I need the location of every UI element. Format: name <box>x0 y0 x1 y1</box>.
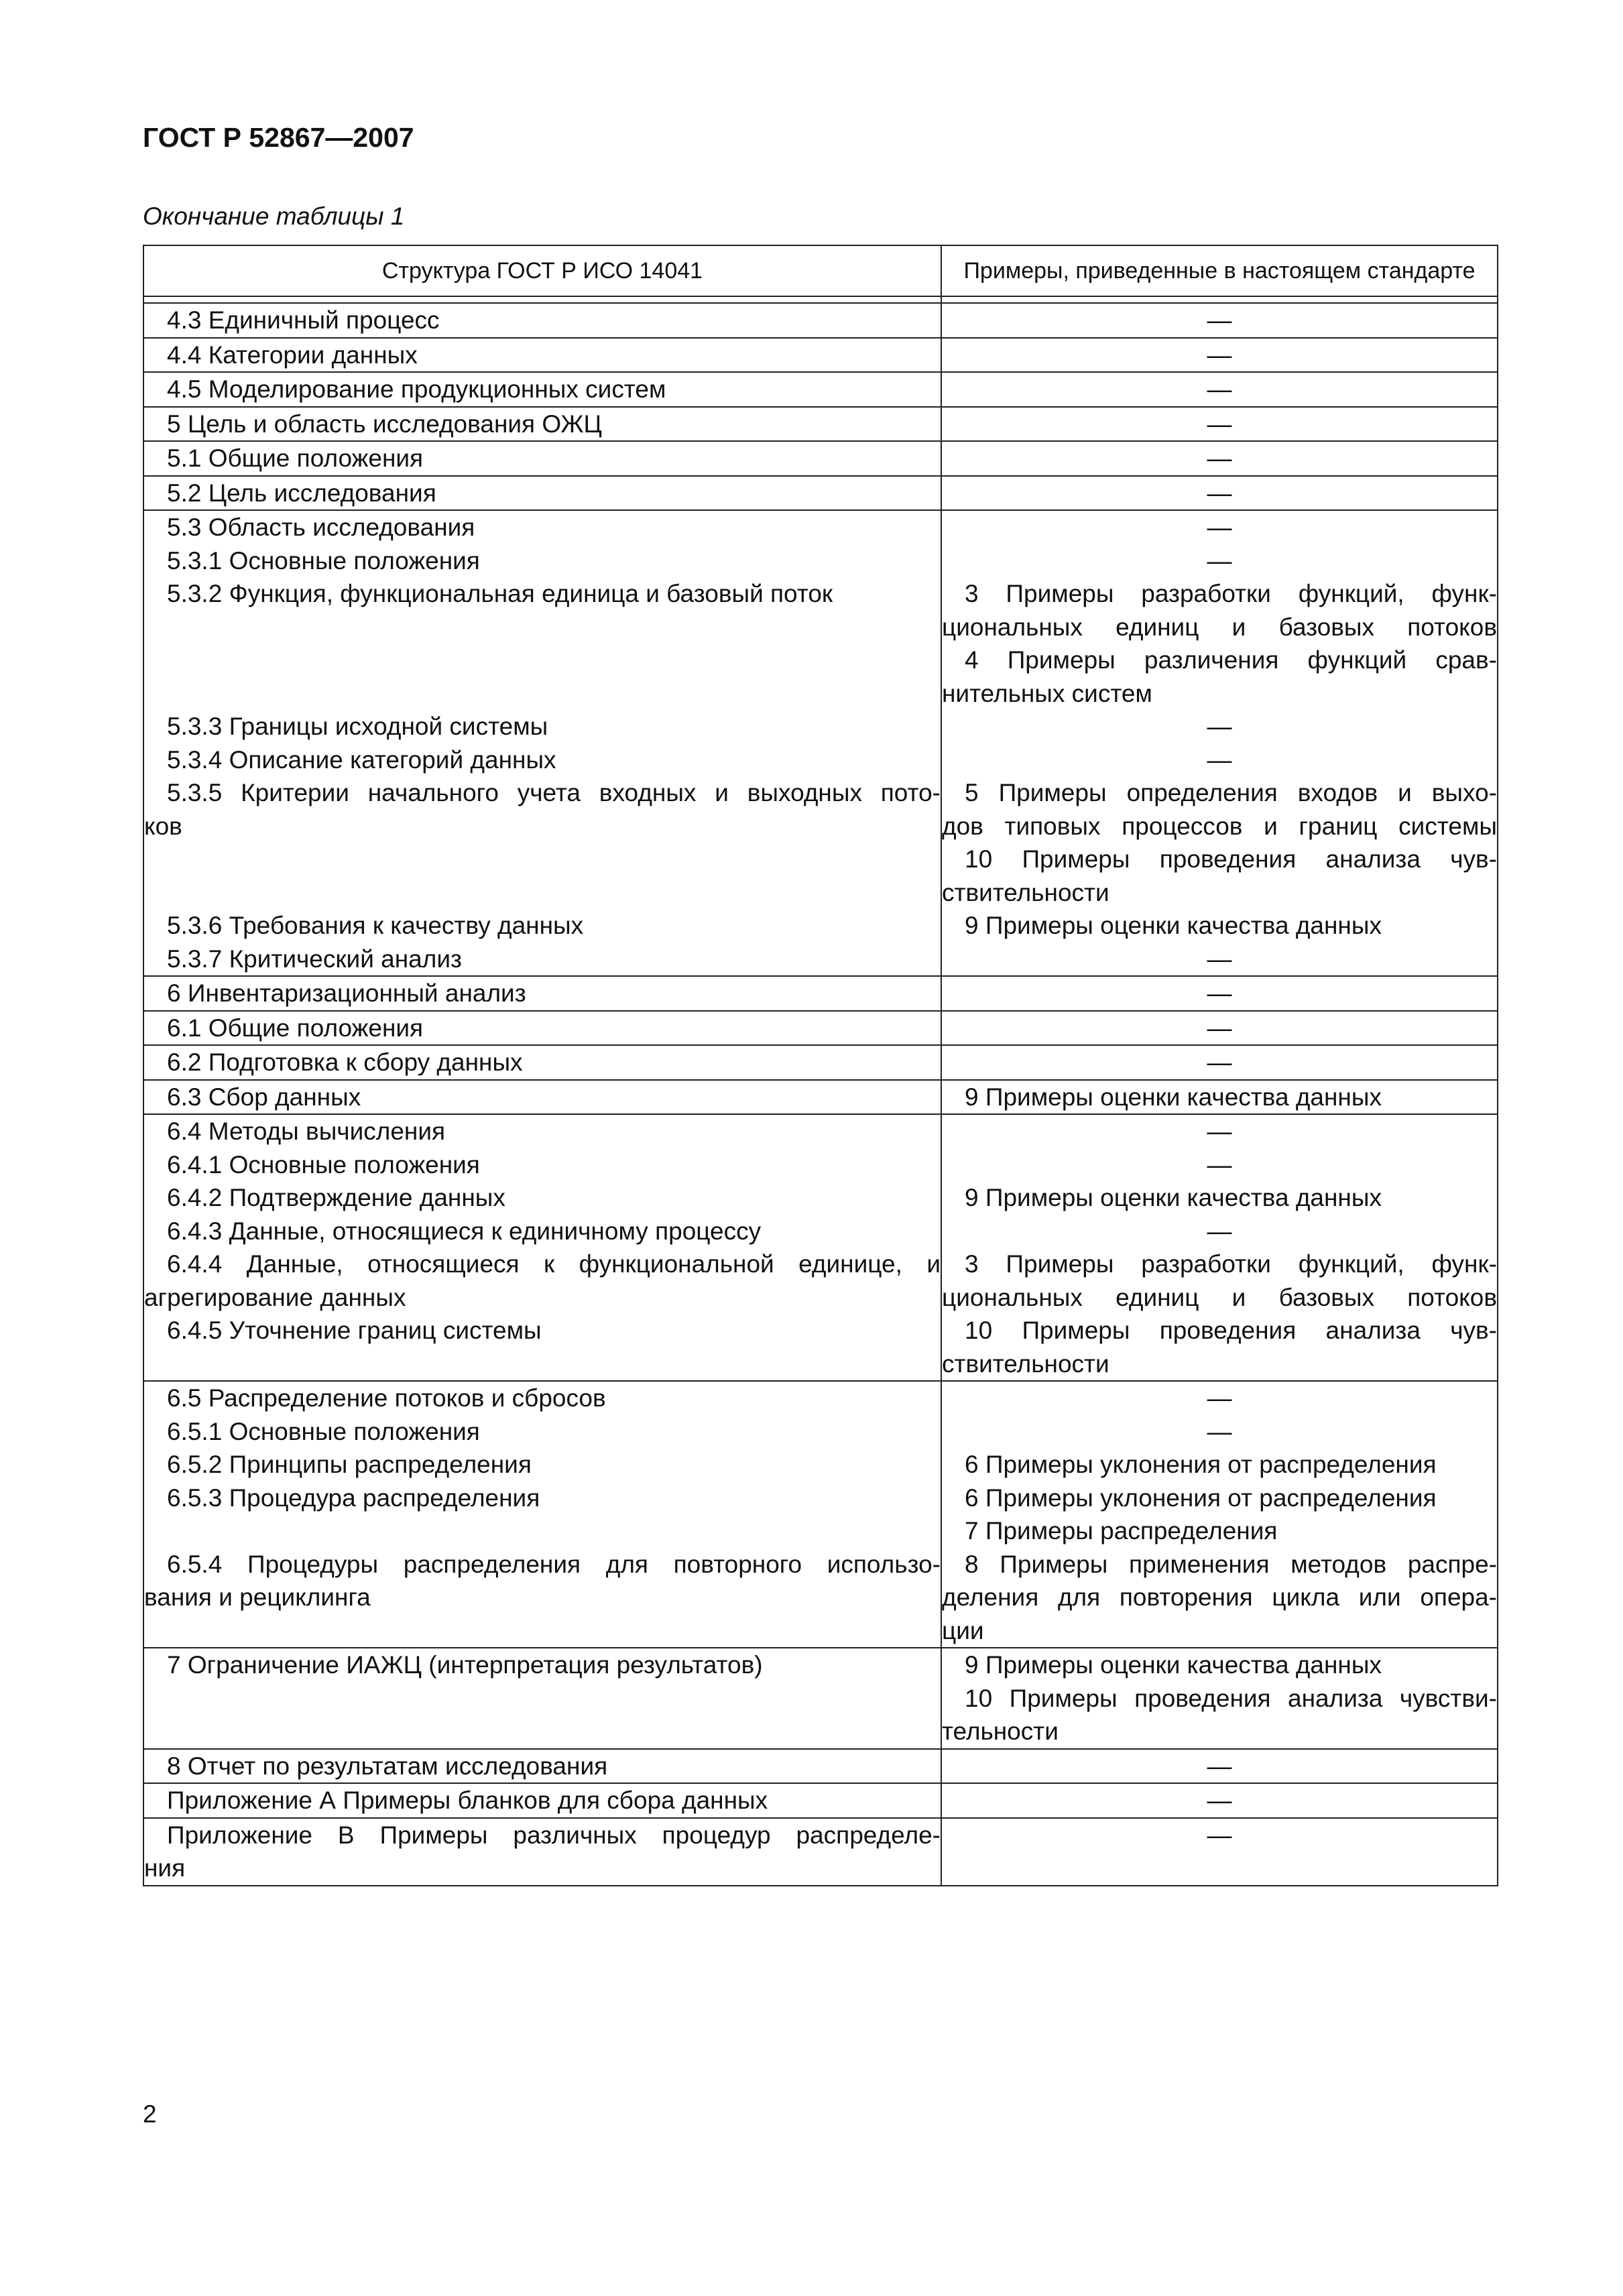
example-line: — <box>1207 410 1232 438</box>
column-header-examples: Примеры, приведенные в настоящем стандарте <box>941 245 1498 296</box>
example-line: — <box>1207 546 1232 575</box>
examples-cell <box>941 510 1498 976</box>
structure-line: 6.4.4 Данные, относящиеся к функциональной единице, и <box>167 1250 941 1278</box>
example-line: — <box>1207 745 1232 774</box>
table-row <box>143 407 1498 442</box>
structure-cell <box>143 476 941 511</box>
example-line: 9 Примеры оценки качества данных <box>965 1083 1382 1111</box>
example-line: 9 Примеры оценки качества данных <box>965 912 1382 939</box>
structure-line: 5 Цель и область исследования ОЖЦ <box>167 410 602 438</box>
table-row <box>143 338 1498 373</box>
structure-line: 6.1 Общие положения <box>167 1014 424 1042</box>
example-line: — <box>1207 1752 1232 1780</box>
example-line: — <box>1207 979 1232 1007</box>
example-line: 4 Примеры различения функций срав- <box>965 646 1497 674</box>
example-line: 5 Примеры определения входов и выхо- <box>965 779 1497 806</box>
structure-line: 6.5.2 Принципы распределения <box>167 1451 532 1478</box>
example-line: — <box>1207 375 1232 403</box>
table-row <box>143 510 1498 976</box>
examples-cell <box>941 1381 1498 1648</box>
table-row <box>143 476 1498 511</box>
structure-cell <box>143 1818 941 1886</box>
examples-cell <box>941 1749 1498 1784</box>
table-row <box>143 1011 1498 1046</box>
structure-line: 5.2 Цель исследования <box>167 479 436 507</box>
table-row <box>143 1648 1498 1749</box>
structure-line: 6.2 Подготовка к сбору данных <box>167 1048 523 1076</box>
structure-line: 5.3.6 Требования к качеству данных <box>167 912 584 939</box>
example-line: — <box>1207 1417 1232 1445</box>
structure-line: Приложение В Примеры различных процедур распределе- <box>167 1821 941 1849</box>
page-number: 2 <box>143 2100 157 2128</box>
structure-line: 6.5.4 Процедуры распределения для повторного использо- <box>167 1550 941 1578</box>
header-spacer-row <box>143 296 1498 303</box>
structure-line: 6.4 Методы вычисления <box>167 1117 446 1145</box>
structure-line: 6.5.1 Основные положения <box>167 1417 480 1445</box>
table-row <box>143 1818 1498 1886</box>
example-line: деления для повторения цикла или опера- <box>942 1583 1497 1611</box>
column-header-structure: Структура ГОСТ Р ИСО 14041 <box>143 245 941 296</box>
example-line: — <box>1207 513 1232 541</box>
example-line: 10 Примеры проведения анализа чув- <box>965 845 1497 873</box>
structure-line: 6.3 Сбор данных <box>167 1083 361 1111</box>
table-row <box>143 1749 1498 1784</box>
examples-cell <box>941 976 1498 1011</box>
structure-line: 6.4.3 Данные, относящиеся к единичному процессу <box>167 1217 762 1245</box>
table-row <box>143 441 1498 476</box>
table-header-row <box>143 245 1498 296</box>
example-line: — <box>1207 1217 1232 1245</box>
structure-cell <box>143 407 941 442</box>
structure-cell <box>143 1045 941 1080</box>
example-line: ствительности <box>942 878 1109 906</box>
structure-line: 6 Инвентаризационный анализ <box>167 979 526 1007</box>
structure-line: 5.3.5 Критерии начального учета входных и выходных пото- <box>167 779 941 806</box>
structure-line: 6.4.2 Подтверждение данных <box>167 1184 505 1211</box>
example-line: — <box>1207 1014 1232 1042</box>
structure-line: Приложение А Примеры бланков для сбора данных <box>167 1787 768 1814</box>
example-line: ции <box>942 1616 984 1644</box>
example-line: — <box>1207 1048 1232 1076</box>
structure-line: 5.3.3 Границы исходной системы <box>167 713 548 740</box>
example-line: — <box>1207 1821 1232 1849</box>
example-line: — <box>1207 341 1232 369</box>
structure-line: 5.3.7 Критический анализ <box>167 945 462 973</box>
examples-cell <box>941 1648 1498 1749</box>
structure-line: 6.5 Распределение потоков и сбросов <box>167 1384 606 1412</box>
structure-line: 8 Отчет по результатам исследования <box>167 1752 608 1780</box>
example-line: циональных единиц и базовых потоков <box>942 1283 1497 1311</box>
structure-cell <box>143 1783 941 1818</box>
structure-line: 5.3.2 Функция, функциональная единица и базовый поток <box>167 580 833 607</box>
example-line: 6 Примеры уклонения от распределения <box>965 1451 1437 1478</box>
document-header: ГОСТ Р 52867—2007 <box>143 122 414 153</box>
structure-line <box>144 677 941 711</box>
structure-line: ния <box>144 1854 186 1882</box>
table-row <box>143 372 1498 407</box>
standards-structure-table <box>143 245 1498 1886</box>
example-line: 9 Примеры оценки качества данных <box>965 1184 1382 1211</box>
structure-cell <box>143 510 941 976</box>
example-line: 3 Примеры разработки функций, функ- <box>965 1250 1497 1278</box>
structure-cell <box>143 976 941 1011</box>
example-line: ствительности <box>942 1349 1109 1378</box>
structure-line <box>144 611 941 644</box>
examples-cell <box>941 476 1498 511</box>
example-line: циональных единиц и базовых потоков <box>942 613 1497 641</box>
example-line: — <box>1207 444 1232 472</box>
structure-line: 4.4 Категории данных <box>167 341 418 369</box>
structure-line: 5.1 Общие положения <box>167 444 424 472</box>
example-line: 8 Примеры применения методов распре- <box>965 1550 1497 1578</box>
table-row <box>143 976 1498 1011</box>
example-line: нительных систем <box>942 679 1152 707</box>
examples-cell <box>941 1045 1498 1080</box>
example-line: тельности <box>942 1717 1059 1745</box>
table-row <box>143 303 1498 338</box>
examples-cell <box>941 407 1498 442</box>
structure-cell <box>143 1011 941 1046</box>
table-row <box>143 1045 1498 1080</box>
structure-line <box>144 644 941 677</box>
structure-line: ков <box>144 812 182 840</box>
example-line: — <box>1207 713 1232 740</box>
structure-cell <box>143 1381 941 1648</box>
example-line: 3 Примеры разработки функций, функ- <box>965 580 1497 607</box>
examples-cell <box>941 1114 1498 1381</box>
structure-line: 5.3 Область исследования <box>167 513 475 541</box>
structure-line: 4.3 Единичный процесс <box>167 306 440 334</box>
example-line: дов типовых процессов и границ системы <box>942 812 1497 840</box>
structure-cell <box>143 1749 941 1784</box>
structure-line: 5.3.4 Описание категорий данных <box>167 745 556 774</box>
table-row <box>143 1783 1498 1818</box>
structure-line: 5.3.1 Основные положения <box>167 546 480 575</box>
example-line: — <box>1207 1117 1232 1145</box>
examples-cell <box>941 1818 1498 1886</box>
examples-cell <box>941 1080 1498 1115</box>
spacer-cell <box>143 296 941 303</box>
spacer-cell <box>941 296 1498 303</box>
example-line: 7 Примеры распределения <box>965 1517 1278 1545</box>
structure-line: агрегирование данных <box>144 1283 406 1311</box>
structure-line <box>144 876 941 910</box>
structure-cell <box>143 441 941 476</box>
structure-line <box>144 1514 941 1548</box>
example-line: 10 Примеры проведения анализа чувстви- <box>965 1684 1497 1712</box>
structure-line <box>144 843 941 876</box>
structure-line: 6.5.3 Процедура распределения <box>167 1484 540 1512</box>
structure-line: 4.5 Моделирование продукционных систем <box>167 375 666 403</box>
example-line: — <box>1207 479 1232 507</box>
example-line: 10 Примеры проведения анализа чув- <box>965 1317 1497 1344</box>
examples-cell <box>941 338 1498 373</box>
examples-cell <box>941 441 1498 476</box>
table-row <box>143 1114 1498 1381</box>
table-caption: Окончание таблицы 1 <box>143 202 405 230</box>
structure-cell <box>143 338 941 373</box>
table-row <box>143 1080 1498 1115</box>
example-line: 9 Примеры оценки качества данных <box>965 1651 1382 1679</box>
structure-cell <box>143 1648 941 1749</box>
structure-cell <box>143 1114 941 1381</box>
structure-line: 7 Ограничение ИАЖЦ (интерпретация результатов) <box>167 1651 763 1679</box>
structure-line: вания и рециклинга <box>144 1583 371 1611</box>
examples-cell <box>941 303 1498 338</box>
structure-cell <box>143 303 941 338</box>
example-line: — <box>1207 1150 1232 1179</box>
example-line: 6 Примеры уклонения от распределения <box>965 1484 1437 1512</box>
examples-cell <box>941 1783 1498 1818</box>
structure-cell <box>143 1080 941 1115</box>
structure-line: 6.4.5 Уточнение границ системы <box>167 1317 542 1344</box>
examples-cell <box>941 1011 1498 1046</box>
table-row <box>143 1381 1498 1648</box>
structure-cell <box>143 372 941 407</box>
example-line: — <box>1207 1384 1232 1412</box>
example-line: — <box>1207 1787 1232 1814</box>
examples-cell <box>941 372 1498 407</box>
structure-line: 6.4.1 Основные положения <box>167 1150 480 1179</box>
example-line: — <box>1207 306 1232 334</box>
example-line: — <box>1207 945 1232 973</box>
